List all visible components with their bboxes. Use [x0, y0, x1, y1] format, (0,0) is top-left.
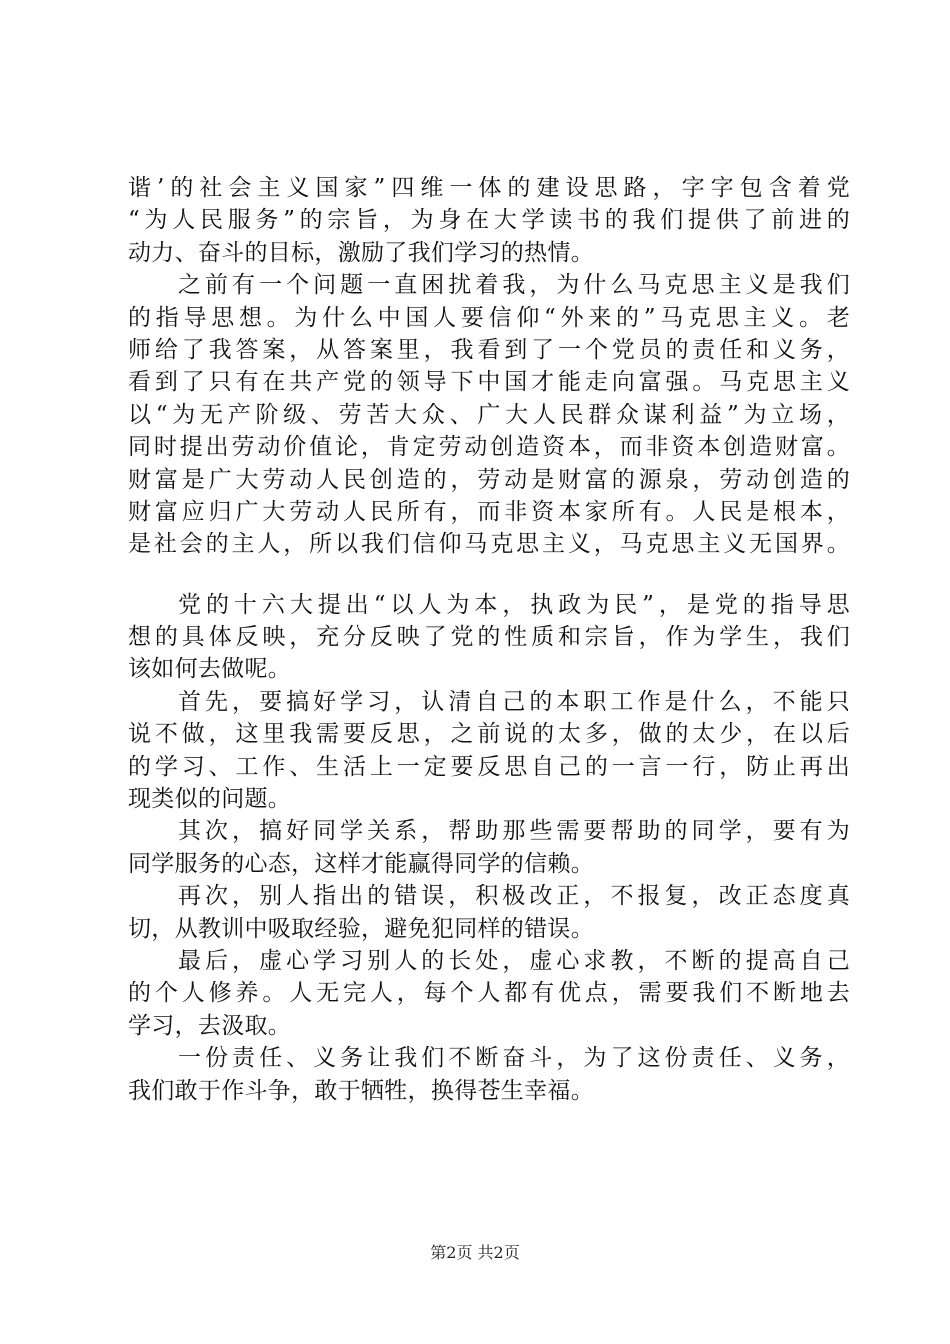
- text-line: 同时提出劳动价值论，肯定劳动创造资本，而非资本创造财富。: [128, 434, 850, 461]
- paragraph-start-line: 最后，虚心学习别人的长处，虚心求教，不断的提高自己: [178, 947, 850, 974]
- text-line: “为人民服务”的宗旨，为身在大学读书的我们提供了前进的: [128, 207, 850, 234]
- text-line: 以“为无产阶级、劳苦大众、广大人民群众谋利益”为立场，: [128, 401, 850, 428]
- text-line: 我们敢于作斗争，敢于牺牲，换得苍生幸福。: [128, 1077, 594, 1104]
- paragraph-start-line: 党的十六大提出“以人为本，执政为民”，是党的指导思: [178, 591, 850, 618]
- paragraph-start-line: 首先，要搞好学习，认清自己的本职工作是什么，不能只: [178, 688, 850, 715]
- paragraph-start-line: 再次，别人指出的错误，积极改正，不报复，改正态度真: [178, 883, 850, 910]
- text-line: 看到了只有在共产党的领导下中国才能走向富强。马克思主义: [128, 369, 850, 396]
- text-line: 同学服务的心态，这样才能赢得同学的信赖。: [128, 850, 594, 877]
- paragraph-gap: [128, 561, 850, 589]
- text-line: 的学习、工作、生活上一定要反思自己的一言一行，防止再出: [128, 753, 850, 780]
- document-body: [128, 172, 850, 1107]
- text-line: 的指导思想。为什么中国人要信仰“外来的”马克思主义。老: [128, 304, 850, 331]
- page-footer: [0, 1243, 950, 1263]
- text-line: 想的具体反映，充分反映了党的性质和宗旨，作为学生，我们: [128, 624, 850, 651]
- text-line: 该如何去做呢。: [128, 656, 292, 683]
- text-line: 谐’的社会主义国家”四维一体的建设思路，字字包含着党: [128, 175, 850, 201]
- text-line: 的个人修养。人无完人，每个人都有优点，需要我们不断地去: [128, 980, 850, 1007]
- text-line: 师给了我答案，从答案里，我看到了一个党员的责任和义务，: [128, 336, 850, 363]
- text-line: 财富是广大劳动人民创造的，劳动是财富的源泉，劳动创造的: [128, 466, 850, 493]
- paragraph-start-line: 一份责任、义务让我们不断奋斗，为了这份责任、义务，: [178, 1045, 850, 1072]
- text-line: 切，从教训中吸取经验，避免犯同样的错误。: [128, 915, 594, 942]
- text-line: 财富应归广大劳动人民所有，而非资本家所有。人民是根本，: [128, 498, 850, 525]
- text-line: 现类似的问题。: [128, 786, 292, 813]
- text-line: 是社会的主人，所以我们信仰马克思主义，马克思主义无国界。: [128, 531, 850, 558]
- paragraph-start-line: 其次，搞好同学关系，帮助那些需要帮助的同学，要有为: [178, 818, 850, 845]
- paragraph-start-line: 之前有一个问题一直困扰着我，为什么马克思主义是我们: [178, 272, 850, 299]
- text-line: 动力、奋斗的目标，激励了我们学习的热情。: [128, 239, 594, 266]
- text-line: 说不做，这里我需要反思，之前说的太多，做的太少，在以后: [128, 721, 850, 748]
- page-number: 第2页 共2页: [430, 1243, 520, 1262]
- text-line: 学习，去汲取。: [128, 1012, 292, 1039]
